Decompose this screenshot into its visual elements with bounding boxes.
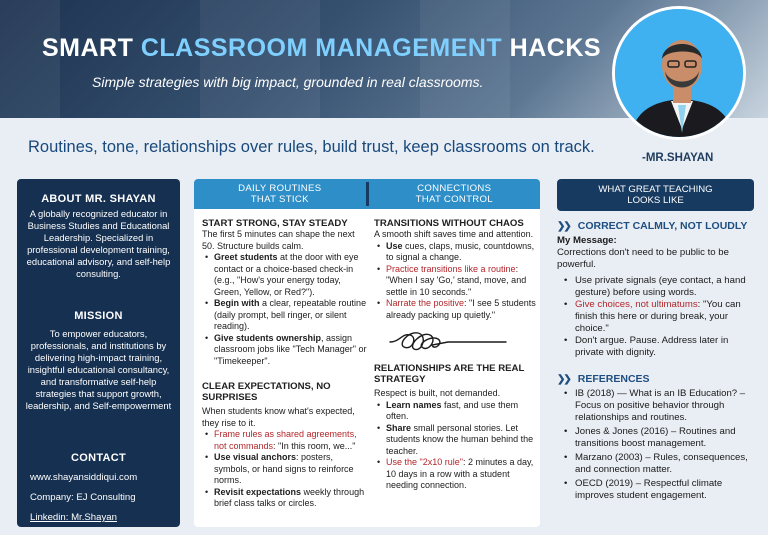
item-text: : "In this room, we..." — [273, 440, 356, 451]
list-item — [202, 252, 368, 298]
bold-text: Use visual anchors — [214, 452, 297, 462]
bold-text: Learn names — [386, 399, 442, 410]
bullet-list — [202, 252, 368, 367]
contact-heading: CONTACT — [70, 452, 127, 464]
header-line: THAT CONTROL — [415, 194, 493, 205]
item-text: : "I see 5 students already packing up quietly." — [386, 298, 536, 320]
list-item — [374, 400, 540, 423]
bold-text: Share — [386, 422, 412, 433]
list-item — [202, 487, 368, 510]
item-text: a clear, repeatable routine (daily prompt, bell ringer, or silent reading). — [214, 298, 367, 331]
item-text: fast, and use them often. — [386, 399, 519, 421]
mission-heading: MISSION — [74, 310, 123, 322]
item-text: at the door with eye contact or a choice-based check-in (e.g., "How's your energy today, Green, Yellow, or Red?"). — [214, 252, 359, 297]
great-teaching-panel — [557, 220, 757, 504]
about-text: A globally recognized educator in Business Studies and Educational Leadership. Specialized in professional development training, educational advisory, and self-help consulting. — [26, 208, 171, 279]
section-title: CLEAR EXPECTATIONS, NO SURPRISES — [202, 381, 331, 403]
header-line: DAILY ROUTINES — [238, 183, 322, 194]
title-part: SMART — [42, 34, 141, 62]
page-subtitle: Simple strategies with big impact, grounded in real classrooms. — [92, 74, 484, 90]
strategies-card — [194, 179, 540, 527]
daily-routines-header — [194, 179, 366, 209]
list-item — [374, 298, 540, 321]
item-text: weekly through brief class talks or circles. — [214, 486, 365, 508]
title-accent: CLASSROOM MANAGEMENT — [140, 34, 503, 62]
bold-text: Revisit expectations — [214, 486, 302, 497]
list-item — [374, 264, 540, 299]
list-item — [202, 298, 368, 333]
tagline: Routines, tone, relationships over rules, build trust, keep classrooms on track. — [28, 138, 595, 156]
title-part: HACKS — [502, 34, 602, 62]
my-message-label: My Message: — [557, 235, 617, 246]
header-line: WHAT GREAT TEACHING — [598, 183, 713, 195]
correct-calmly-heading — [557, 220, 757, 232]
bold-text: Greet students — [214, 252, 278, 262]
header-line: LOOKS LIKE — [627, 195, 684, 206]
list-item — [202, 429, 368, 452]
list-item — [374, 457, 540, 492]
contact-company: Company: EJ Consulting — [30, 492, 136, 503]
about-panel — [17, 179, 180, 527]
list-item — [557, 299, 757, 335]
item-text: : "You can finish this here or during break, your choice." — [575, 299, 741, 334]
contact-website[interactable]: www.shayansiddiqui.com — [30, 472, 138, 483]
list-item: • Don't argue. Pause. Address later in private with dignity. — [557, 335, 757, 359]
about-heading: ABOUT MR. SHAYAN — [41, 193, 156, 205]
bold-text: Begin with — [214, 298, 260, 308]
list-item — [202, 333, 368, 368]
bullet-list — [374, 400, 540, 492]
item-text: cues, claps, music, countdowns, to signal a change. — [386, 240, 535, 262]
header-line: THAT STICK — [250, 194, 309, 205]
list-item: • Use private signals (eye contact, a hand gesture) before using words. — [557, 275, 757, 299]
reference-item: • OECD (2019) – Respectful climate improves student engagement. — [557, 478, 757, 502]
author-signature: -MR.SHAYAN — [642, 152, 714, 164]
section-title: START STRONG, STAY STEADY — [202, 218, 348, 229]
bullet-list — [374, 241, 540, 322]
highlight-text: Use the "2x10 rule" — [386, 457, 463, 467]
connections-column — [374, 209, 540, 492]
section-intro: When students know what's expected, they rise to it. — [202, 406, 355, 428]
section-intro: A smooth shift saves time and attention. — [374, 229, 534, 239]
tangled-line-icon — [388, 327, 508, 357]
double-chevron-icon: ❯❯ — [557, 373, 570, 385]
connections-header — [369, 179, 541, 209]
item-text: , assign classroom jobs like "Tech Manager" or "Timekeeper". — [214, 332, 367, 366]
list-item — [374, 241, 540, 264]
mission-text: To empower educators, professionals, and institutions by delivering high-impact training, insightful educational consultancy, and transformative self-help strategies that support growth, leadership, and Self-empowerment — [25, 328, 172, 411]
bold-text: Use — [386, 240, 403, 251]
list-item — [374, 423, 540, 458]
section-title: TRANSITIONS WITHOUT CHAOS — [374, 218, 524, 229]
author-portrait — [612, 6, 746, 140]
reference-item: • IB (2018) — What is an IB Education? – Focus on positive behavior through relationships and routines. — [557, 388, 757, 424]
highlight-text: Narrate the positive — [386, 298, 465, 308]
highlight-text: Give choices, not ultimatums — [575, 299, 698, 310]
references-heading — [557, 373, 757, 385]
bullet-list — [202, 429, 368, 510]
reference-item: • Marzano (2003) – Rules, consequences, and connection matter. — [557, 452, 757, 476]
bold-text: Give students ownership — [214, 332, 322, 343]
person-icon — [615, 9, 746, 140]
double-chevron-icon: ❯❯ — [557, 220, 570, 232]
daily-routines-column — [202, 209, 368, 510]
references-list — [557, 388, 757, 502]
header-line: CONNECTIONS — [417, 183, 492, 194]
highlight-text: Practice transitions like a routine — [386, 263, 516, 274]
item-text: : posters, symbols, or hand signs to reinforce norms. — [214, 452, 354, 485]
section-title: RELATIONSHIPS ARE THE REAL STRATEGY — [374, 363, 525, 385]
my-message-text: Corrections don't need to be public to be powerful. — [557, 247, 729, 270]
strategies-card-header — [194, 179, 540, 209]
highlight-text: Frame rules as shared agreements, not commands — [214, 429, 357, 451]
linkedin-link[interactable]: Linkedin: Mr.Shayan — [30, 512, 117, 523]
heading-text: CORRECT CALMLY, NOT LOUDLY — [577, 220, 748, 232]
item-text: : "When I say 'Go,' stand, move, and settle in 10 seconds." — [386, 263, 527, 297]
section-intro: Respect is built, not demanded. — [374, 388, 501, 398]
page-title — [42, 34, 601, 63]
item-text: : 2 minutes a day, 10 days in a row with a student needing connection. — [386, 457, 534, 490]
item-text: small personal stories. Let students know the human behind the teacher. — [386, 422, 534, 456]
bullet-list — [557, 275, 757, 359]
section-intro: The first 5 minutes can shape the next 50. Structure builds calm. — [202, 229, 355, 251]
great-teaching-header — [557, 179, 754, 211]
heading-text: REFERENCES — [577, 373, 650, 385]
list-item — [202, 452, 368, 487]
reference-item: • Jones & Jones (2016) – Routines and transitions boost management. — [557, 426, 757, 450]
